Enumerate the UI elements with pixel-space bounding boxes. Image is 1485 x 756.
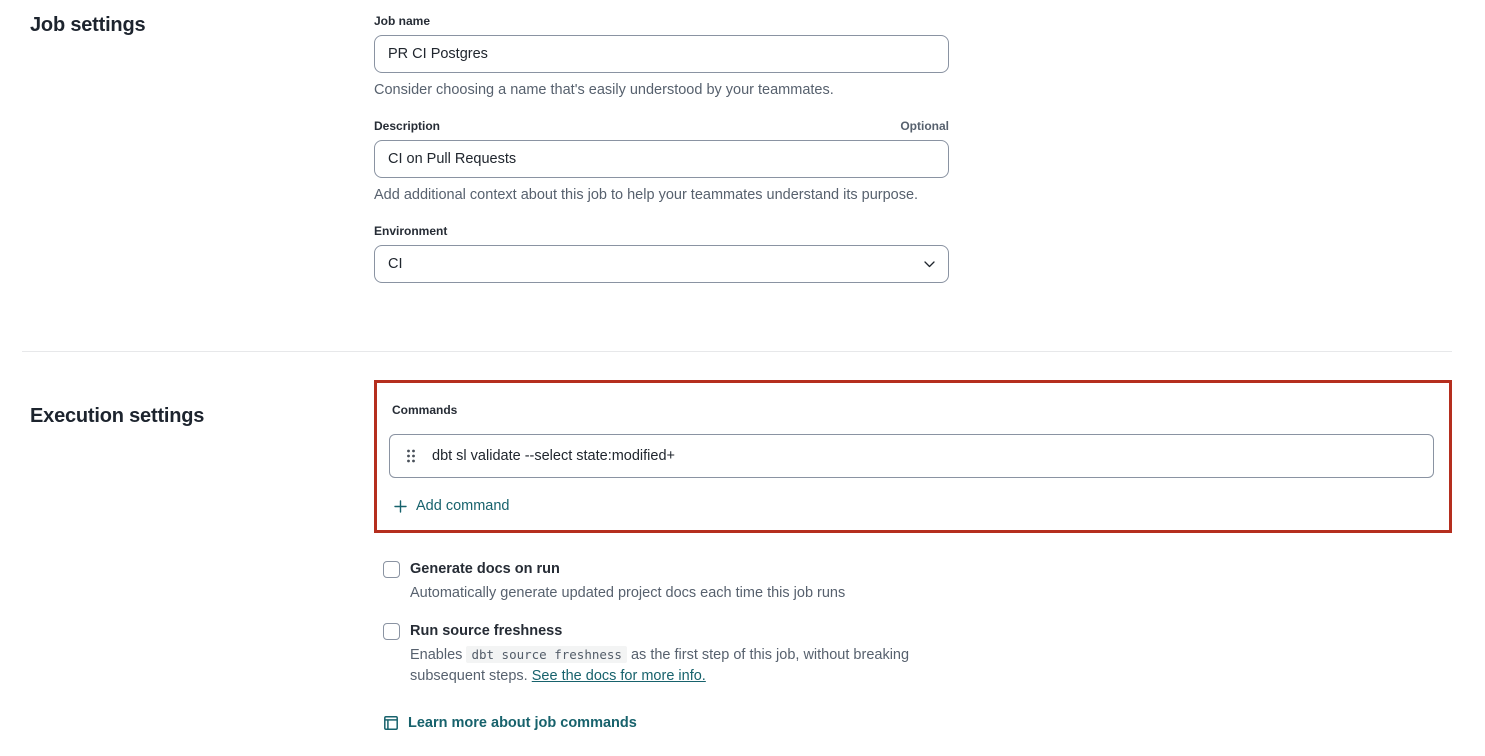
job-settings-form [374, 14, 949, 304]
job-settings-section [30, 14, 1452, 304]
section-divider [22, 351, 1452, 352]
commands-label: Commands [392, 403, 458, 417]
add-command-label: Add command [416, 498, 510, 514]
job-name-field [374, 14, 949, 98]
commands-highlight-box [374, 380, 1452, 533]
job-options [383, 560, 1452, 686]
command-text[interactable]: dbt sl validate --select state:modified+ [432, 448, 675, 464]
description-label: Description [374, 119, 441, 133]
plus-icon [394, 500, 407, 513]
job-name-input[interactable] [374, 35, 949, 73]
optional-badge: Optional [900, 119, 949, 133]
freshness-desc-after: as the first step of this job, without breaking subsequent steps. [410, 647, 910, 684]
generate-docs-option [383, 560, 1452, 603]
add-command-button[interactable] [392, 496, 512, 516]
freshness-desc-before: Enables [410, 647, 463, 664]
command-input-row[interactable] [389, 434, 1434, 478]
job-settings-heading-column [30, 14, 374, 37]
description-helper: Add additional context about this job to help your teammates understand its purpose. [374, 187, 919, 203]
environment-field [374, 224, 949, 283]
execution-settings-heading: Execution settings [30, 405, 205, 427]
freshness-code-snippet: dbt source freshness [466, 646, 627, 663]
execution-settings-form [374, 380, 1452, 736]
learn-more-link[interactable] [383, 715, 637, 731]
description-input[interactable] [374, 140, 949, 178]
job-settings-heading: Job settings [30, 14, 146, 36]
generate-docs-description: Automatically generate updated project docs each time this job runs [410, 584, 846, 601]
run-source-freshness-description [410, 645, 955, 686]
chevron-down-icon [924, 261, 935, 268]
environment-label: Environment [374, 224, 448, 238]
run-source-freshness-checkbox[interactable] [383, 623, 400, 640]
job-name-label: Job name [374, 14, 431, 28]
environment-select[interactable] [374, 245, 949, 283]
generate-docs-checkbox[interactable] [383, 561, 400, 578]
execution-settings-section [30, 380, 1452, 736]
run-source-freshness-option [383, 622, 1452, 686]
execution-settings-heading-column [30, 380, 374, 428]
generate-docs-label[interactable]: Generate docs on run [410, 561, 560, 577]
job-name-helper: Consider choosing a name that's easily understood by your teammates. [374, 82, 834, 98]
environment-selected-value: CI [388, 256, 403, 272]
run-source-freshness-label[interactable]: Run source freshness [410, 623, 563, 640]
description-field [374, 119, 949, 203]
learn-more-label: Learn more about job commands [408, 715, 637, 732]
drag-handle-icon[interactable] [404, 446, 418, 466]
book-icon [383, 715, 399, 731]
see-docs-link[interactable]: See the docs for more info. [531, 667, 706, 684]
